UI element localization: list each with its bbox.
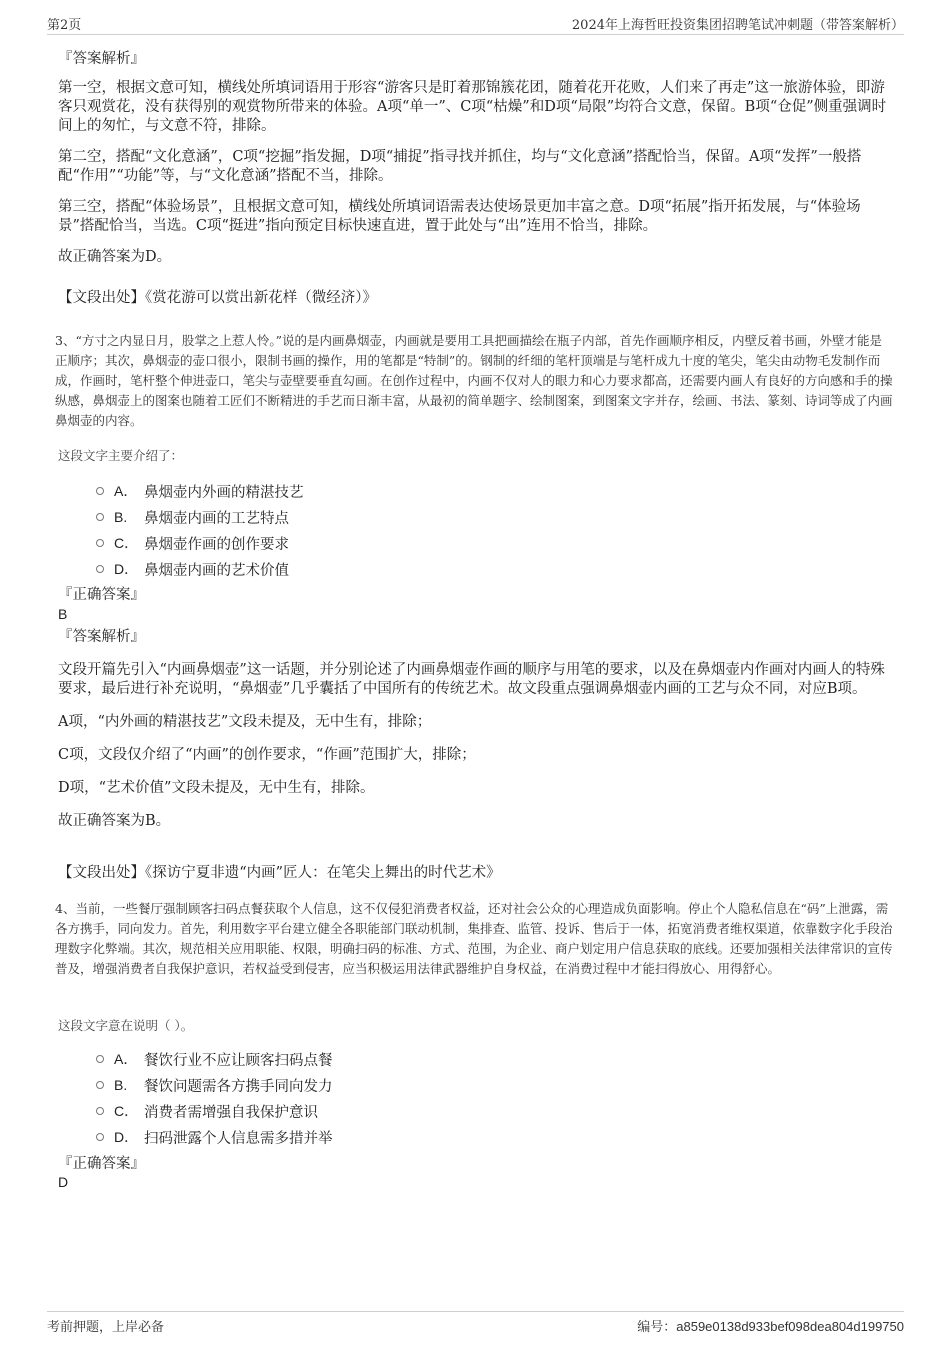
analysis-paragraph: 第三空，搭配“体验场景”，且根据文意可知，横线处所填词语需表达使场景更加丰富之意。D项“拓展”指开拓发展，与“体验场景”搭配恰当，当选。C项“挺进”指向预定目标快速直进，置于此处与“出”连用不恰当，排除。 <box>58 199 861 234</box>
question-3-options <box>96 478 304 582</box>
option-c[interactable]: C． 鼻烟壶作画的创作要求 <box>96 530 304 556</box>
page-header <box>47 8 904 35</box>
answer-label: 『正确答案』 <box>58 1156 145 1172</box>
radio-icon[interactable] <box>96 1055 104 1063</box>
analysis-paragraph: 文段开篇先引入“内画鼻烟壶”这一话题，并分别论述了内画鼻烟壶作画的顺序与用笔的要求，以及在鼻烟壶内作画对内画人的特殊要求，最后进行补充说明，“鼻烟壶”几乎囊括了中国所有的传统艺术。故文段重点强调鼻烟壶内画的工艺与众不同，对应B项。 <box>58 662 885 697</box>
analysis-label: 『答案解析』 <box>58 629 145 645</box>
source-citation: 【文段出处】《探访宁夏非遗“内画”匠人：在笔尖上舞出的时代艺术》 <box>58 865 501 881</box>
radio-icon[interactable] <box>96 1107 104 1115</box>
analysis-paragraph: 故正确答案为B。 <box>58 813 171 829</box>
radio-icon[interactable] <box>96 1081 104 1089</box>
page-number: 第2页 <box>47 18 82 33</box>
question-4-text: 4、当前，一些餐厅强制顾客扫码点餐获取个人信息，这不仅侵犯消费者权益，还对社会公众的心理造成负面影响。停止个人隐私信息在“码”上泄露，需各方携手，同向发力。首先，利用数字平台建立健全各职能部门联动机制，集排查、监管、投诉、售后于一体，拓宽消费者维权渠道，依靠数字化手段治理数字化弊端。其次，规范相关应用职能、权限，明确扫码的标准、方式、范围，为企业、商户划定用户信息获取的底线。还要加强相关法律常识的宣传普及，增强消费者自我保护意识，若权益受到侵害，应当积极运用法律武器维护自身权益，在消费过程中才能扫得放心、用得舒心。 <box>55 901 893 976</box>
radio-icon[interactable] <box>96 1133 104 1141</box>
option-c[interactable]: C． 消费者需增强自我保护意识 <box>96 1098 333 1124</box>
question-4-options <box>96 1046 333 1150</box>
question-3-analysis <box>58 661 894 831</box>
analysis-paragraph: D项，“艺术价值”文段未提及，无中生有，排除。 <box>58 780 375 796</box>
question-3-prompt: 这段文字主要介绍了： <box>58 448 184 463</box>
answer-value: B <box>58 606 68 622</box>
radio-icon[interactable] <box>96 487 104 495</box>
option-a[interactable]: A． 鼻烟壶内外画的精湛技艺 <box>96 478 304 504</box>
analysis-paragraph: 故正确答案为D。 <box>58 249 172 265</box>
source-citation: 【文段出处】《赏花游可以赏出新花样（微经济）》 <box>58 290 377 306</box>
analysis-label: 『答案解析』 <box>58 51 145 67</box>
analysis-paragraph: 第一空，根据文意可知，横线处所填词语用于形容“游客只是盯着那锦簇花团，随着花开花败，人们来了再走”这一旅游体验，即游客只观赏花，没有获得别的观赏物所带来的体验。A项“单一”、C项“枯燥”和D项“局限”均符合文意，保留。B项“仓促”侧重强调时间上的匆忙，与文意不符，排除。 <box>58 80 887 134</box>
answer-value: D <box>58 1174 69 1190</box>
prev-analysis <box>58 79 894 267</box>
option-d[interactable]: D． 扫码泄露个人信息需多措并举 <box>96 1124 333 1150</box>
option-d[interactable]: D． 鼻烟壶内画的艺术价值 <box>96 556 304 582</box>
option-b[interactable]: B. 鼻烟壶内画的工艺特点 <box>96 504 304 530</box>
question-3-text: 3、“方寸之内显日月，股掌之上惹人怜。”说的是内画鼻烟壶，内画就是要用工具把画描绘在瓶子内部，首先作画顺序相反，内壁反着书画，外壁才能是正顺序；其次，鼻烟壶的壶口很小，限制书画的操作，用的笔都是“特制”的。钢制的纤细的笔杆顶端是与笔杆成九十度的笔尖，笔尖由动物毛发制作而成，作画时，笔杆整个伸进壶口，笔尖与壶壁要垂直勾画。在创作过程中，内画不仅对人的眼力和心力要求都高，还需要内画人有良好的方向感和手的操纵感，鼻烟壶上的图案也随着工匠们不断精进的手艺而日渐丰富，从最初的简单题字、绘制图案，到图案文字并存，绘画、书法、篆刻、诗词等成了内画鼻烟壶的内容。 <box>55 333 893 428</box>
option-b[interactable]: B. 餐饮问题需各方携手同向发力 <box>96 1072 333 1098</box>
page-footer <box>47 1311 904 1340</box>
analysis-paragraph: C项，文段仅介绍了“内画”的创作要求，“作画”范围扩大，排除； <box>58 747 476 763</box>
radio-icon[interactable] <box>96 539 104 547</box>
document-title: 2024年上海哲旺投资集团招聘笔试冲刺题（带答案解析） <box>571 18 904 33</box>
radio-icon[interactable] <box>96 513 104 521</box>
document-code: 编号：a859e0138d933bef098dea804d199750 <box>637 1319 904 1335</box>
radio-icon[interactable] <box>96 565 104 573</box>
option-a[interactable]: A． 餐饮行业不应让顾客扫码点餐 <box>96 1046 333 1072</box>
question-4-prompt: 这段文字意在说明（ ）。 <box>58 1018 194 1033</box>
answer-label: 『正确答案』 <box>58 587 145 603</box>
footer-slogan: 考前押题，上岸必备 <box>47 1320 165 1335</box>
analysis-paragraph: A项，“内外画的精湛技艺”文段未提及，无中生有，排除； <box>58 714 432 730</box>
analysis-paragraph: 第二空，搭配“文化意涵”，C项“挖掘”指发掘，D项“捕捉”指寻找并抓住，均与“文化意涵”搭配恰当，保留。A项“发挥”一般搭配“作用”“功能”等，与“文化意涵”搭配不当，排除。 <box>58 149 862 184</box>
